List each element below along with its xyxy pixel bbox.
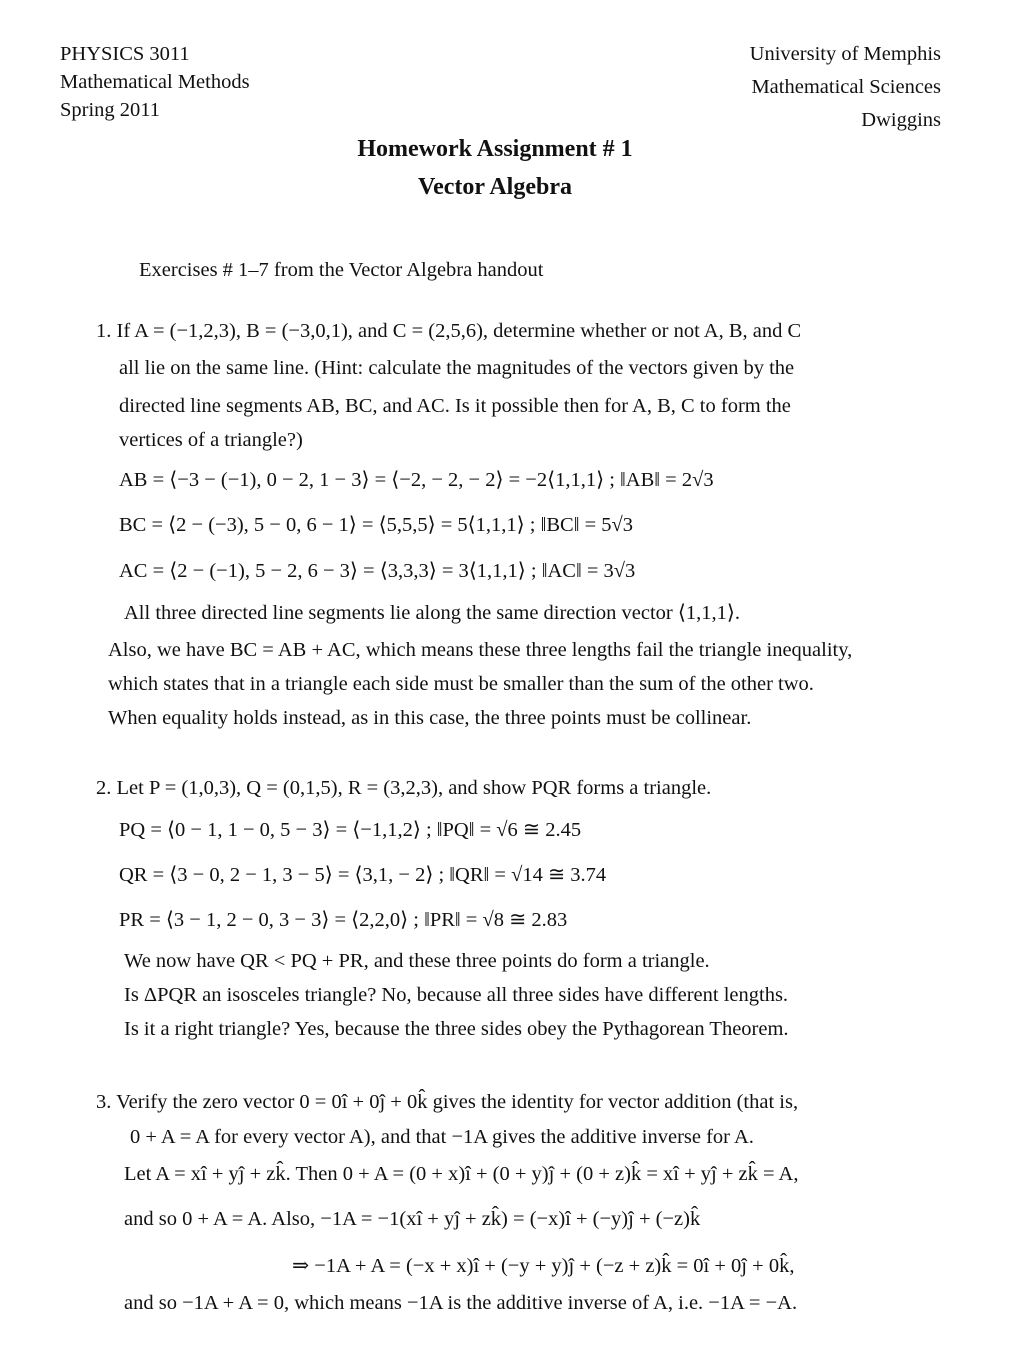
equation-bc: BC = ⟨2 − (−3), 5 − 0, 6 − 1⟩ = ⟨5,5,5⟩ = 5⟨1,1,1⟩ ; ‖BC‖ = 5√3 (119, 514, 634, 536)
problem-3-text: 0 + A = A for every vector A), and that −1A gives the additive inverse for A. (130, 1126, 754, 1148)
exercises-note: Exercises # 1–7 from the Vector Algebra handout (139, 259, 544, 281)
equation-qr: QR = ⟨3 − 0, 2 − 1, 3 − 5⟩ = ⟨3,1, − 2⟩ ; ‖QR‖ = √14 ≅ 3.74 (119, 864, 607, 886)
problem-2-conclusion: We now have QR < PQ + PR, and these three points do form a triangle. (124, 950, 710, 972)
equation-pr: PR = ⟨3 − 1, 2 − 0, 3 − 3⟩ = ⟨2,2,0⟩ ; ‖PR‖ = √8 ≅ 2.83 (119, 909, 568, 931)
equation-ab: AB = ⟨−3 − (−1), 0 − 2, 1 − 3⟩ = ⟨−2, − 2, − 2⟩ = −2⟨1,1,1⟩ ; ‖AB‖ = 2√3 (119, 469, 714, 491)
problem-2-statement: 2. Let P = (1,0,3), Q = (0,1,5), R = (3,2,3), and show PQR forms a triangle. (96, 777, 712, 799)
problem-1-conclusion: Also, we have BC = AB + AC, which means these three lengths fail the triangle inequality, (108, 639, 853, 661)
equation-pq: PQ = ⟨0 − 1, 1 − 0, 5 − 3⟩ = ⟨−1,1,2⟩ ; ‖PQ‖ = √6 ≅ 2.45 (119, 819, 582, 841)
problem-1-conclusion: which states that in a triangle each side must be smaller than the sum of the other two. (108, 673, 814, 695)
assignment-title: Homework Assignment # 1 (357, 136, 633, 162)
equation-ac: AC = ⟨2 − (−1), 5 − 2, 6 − 3⟩ = ⟨3,3,3⟩ = 3⟨1,1,1⟩ ; ‖AC‖ = 3√3 (119, 560, 636, 582)
problem-2-conclusion: Is it a right triangle? Yes, because the three sides obey the Pythagorean Theorem. (124, 1018, 789, 1040)
department: Mathematical Sciences (751, 76, 941, 98)
problem-3-work: Let A = xî + yĵ + zk̂. Then 0 + A = (0 + x)î + (0 + y)ĵ + (0 + z)k̂ = xî + yĵ + zk̂ = A, (124, 1163, 799, 1185)
instructor: Dwiggins (861, 109, 941, 131)
problem-1-statement: 1. If A = (−1,2,3), B = (−3,0,1), and C = (2,5,6), determine whether or not A, B, and C (96, 320, 802, 342)
course-name: Mathematical Methods (60, 71, 250, 93)
problem-1-conclusion: When equality holds instead, as in this case, the three points must be collinear. (108, 707, 752, 729)
problem-1-text: directed line segments AB, BC, and AC. Is it possible then for A, B, C to form the (119, 395, 791, 417)
problem-3-statement: 3. Verify the zero vector 0 = 0î + 0ĵ + 0k̂ gives the identity for vector addition (that is, (96, 1091, 799, 1113)
course-code: PHYSICS 3011 (60, 43, 190, 65)
problem-1-text: vertices of a triangle?) (119, 429, 303, 451)
course-term: Spring 2011 (60, 99, 161, 121)
problem-3-conclusion: and so −1A + A = 0, which means −1A is the additive inverse of A, i.e. −1A = −A. (124, 1292, 798, 1314)
university: University of Memphis (749, 43, 941, 65)
problem-3-work: ⇒ −1A + A = (−x + x)î + (−y + y)ĵ + (−z + z)k̂ = 0î + 0ĵ + 0k̂, (292, 1255, 795, 1277)
problem-1-conclusion: All three directed line segments lie along the same direction vector ⟨1,1,1⟩. (124, 602, 740, 624)
assignment-subtitle: Vector Algebra (418, 174, 572, 200)
problem-1-text: all lie on the same line. (Hint: calculate the magnitudes of the vectors given by the (119, 357, 795, 379)
problem-3-work: and so 0 + A = A. Also, −1A = −1(xî + yĵ + zk̂) = (−x)î + (−y)ĵ + (−z)k̂ (124, 1208, 701, 1230)
problem-2-conclusion: Is ΔPQR an isosceles triangle? No, because all three sides have different lengths. (124, 984, 789, 1006)
